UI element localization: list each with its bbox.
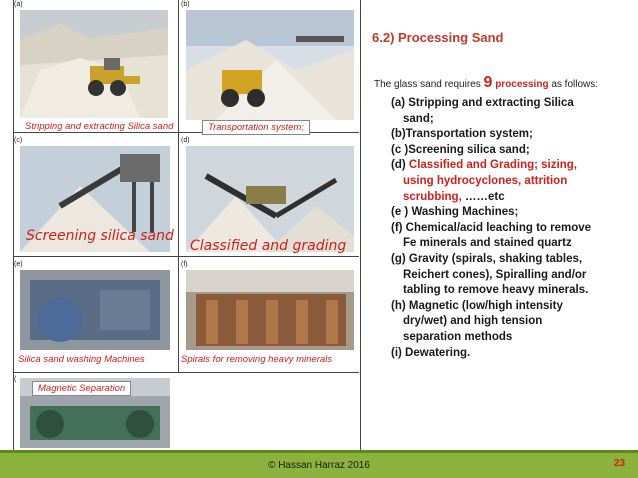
photo-stripping-silica	[20, 10, 168, 118]
list-item-d	[391, 158, 631, 205]
list-item-g-line-1: (g) Gravity (spirals, shaking tables,	[391, 252, 583, 265]
list-item-f-line-2: Fe minerals and stained quartz	[403, 237, 572, 250]
list-item-h-line-2: dry/wet) and high tension	[403, 315, 543, 328]
intro-number: 9	[483, 74, 493, 91]
photo-classified	[186, 146, 354, 252]
list-item-d-highlight-1: Classified and Grading; sizing,	[408, 159, 577, 172]
grid-divider-2	[13, 256, 359, 257]
list-item-d-highlight-3: scrubbing,	[403, 190, 462, 203]
intro-text	[374, 74, 598, 92]
photo-spirals	[186, 270, 354, 350]
grid-divider-vertical	[178, 0, 179, 372]
photo-washing	[20, 270, 170, 350]
caption-screening: Screening silica sand	[26, 228, 174, 244]
list-item-h	[391, 299, 631, 346]
list-item-e: (e ) Washing Machines;	[391, 206, 519, 219]
list-item-f	[391, 221, 631, 252]
caption-transportation: Transportation system;	[202, 120, 310, 135]
list-item-h-line-1: (h) Magnetic (low/high intensity	[391, 299, 563, 312]
list-item-d-line-2: using hydrocyclones, attrition	[403, 174, 568, 187]
list-item-b: (b)Transportation system;	[391, 128, 533, 141]
list-item-g	[391, 252, 631, 299]
panel-g-letter: (	[14, 376, 17, 383]
copyright-text: © Hassan Harraz 2016	[268, 460, 370, 471]
list-item-d-line-1	[391, 158, 631, 174]
intro-highlight: processing	[492, 79, 549, 90]
list-item-d-prefix: (d)	[391, 159, 409, 172]
panel-f-letter: (f)	[181, 261, 188, 268]
list-item-a-line-2: sand;	[403, 112, 434, 125]
list-item-d-line-3	[391, 190, 631, 206]
panel-d-letter: (d)	[181, 137, 190, 144]
caption-classified: Classified and grading	[190, 238, 347, 254]
list-item-h-line-3: separation methods	[403, 330, 513, 343]
panel-e-letter: (e)	[14, 261, 23, 268]
list-item-d-suffix: ……etc	[461, 190, 505, 203]
panel-a-letter: (a)	[14, 1, 23, 8]
photo-transportation	[186, 10, 354, 120]
intro-prefix: The glass sand requires	[374, 79, 484, 90]
panel-c-letter: (c)	[14, 137, 23, 144]
intro-suffix: as follows:	[548, 79, 599, 90]
footer-accent	[0, 450, 638, 453]
list-item-a	[391, 96, 631, 127]
caption-washing: Silica sand washing Machines	[18, 354, 145, 365]
list-item-g-line-2: Reichert cones), Spiralling and/or	[403, 268, 587, 281]
caption-stripping: Stripping and extracting Silica sand	[25, 121, 174, 132]
list-item-a-line-1: (a) Stripping and extracting Silica	[391, 97, 574, 109]
process-list	[391, 96, 631, 361]
grid-divider-3	[13, 372, 359, 373]
panel-b-letter: (b)	[181, 1, 190, 8]
caption-spirals: Spirals for removing heavy minerals	[181, 354, 333, 365]
list-item-i: (i) Dewatering.	[391, 346, 471, 359]
page-number: 23	[614, 458, 626, 469]
list-item-f-line-1: (f) Chemical/acid leaching to remove	[391, 221, 592, 234]
caption-magnetic: Magnetic Separation	[32, 381, 131, 396]
slide-title: 6.2) Processing Sand	[372, 30, 504, 45]
list-item-c: (c )Screening silica sand;	[391, 143, 530, 156]
list-item-g-line-3: tabling to remove heavy minerals.	[403, 284, 589, 297]
